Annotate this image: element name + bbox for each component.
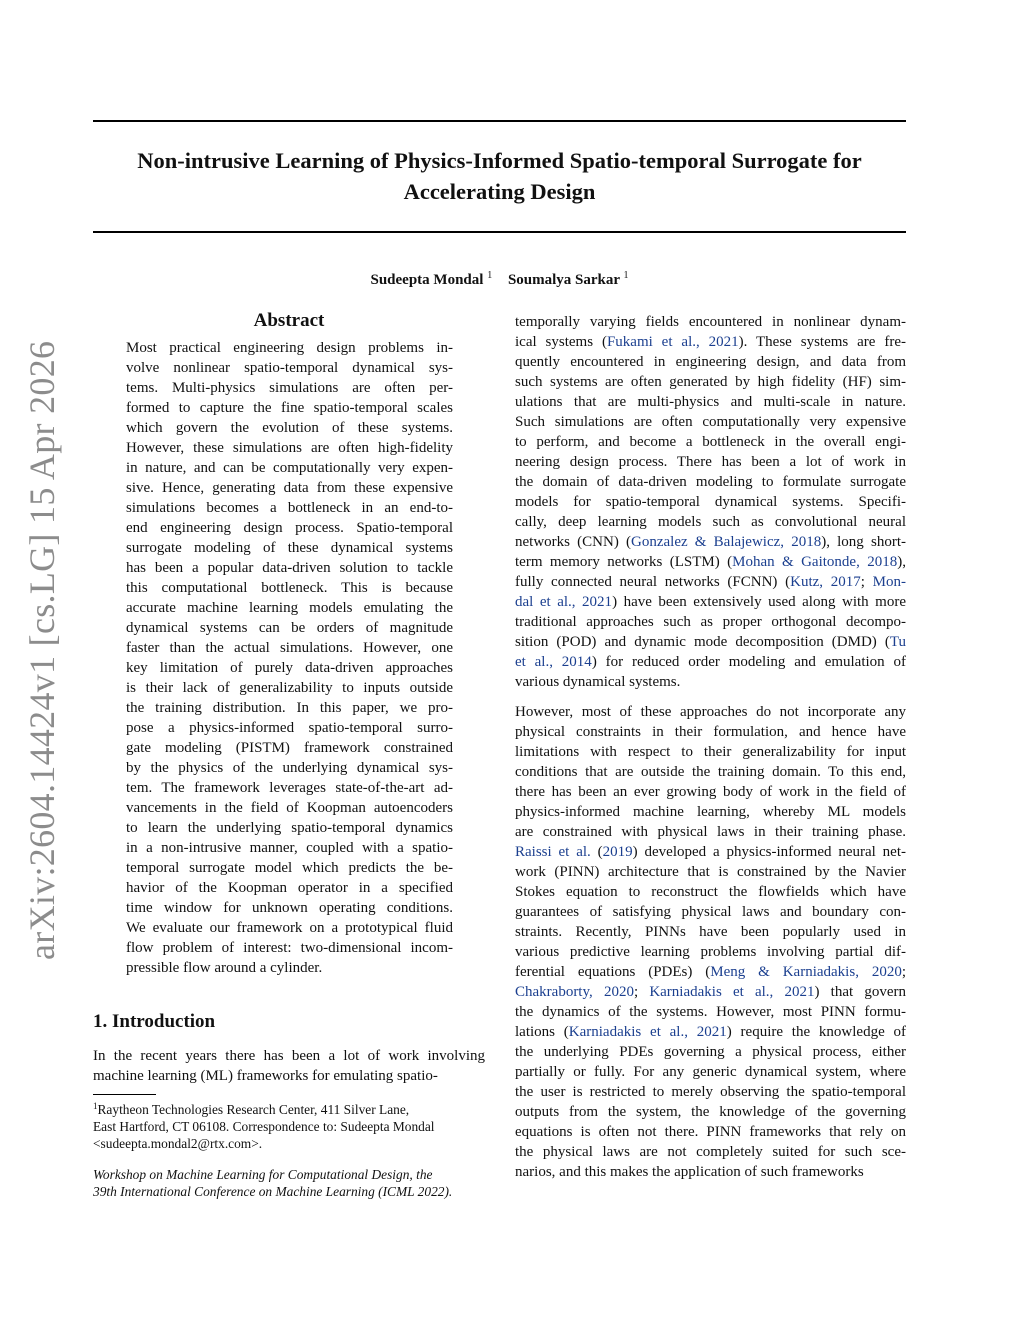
text-segment: lations ( [515,1024,569,1040]
text-segment: work (PINN) architecture that is constrained by the Navier [515,864,906,880]
text-segment: ) that govern [814,984,907,1000]
text-segment: guarantees of satisfying physical laws and boundary con- [515,904,906,920]
text-segment: various predictive learning problems involving partial dif- [515,944,906,960]
text-line: to learn the underlying spatio-temporal dynamics [126,820,453,836]
text-segment: Stokes equation to reconstruct the flowfields which have [515,884,906,900]
text-line [515,862,906,882]
text-line [515,592,906,612]
text-segment: ; [633,984,650,1000]
text-segment: traditional approaches such as proper orthogonal decompo- [515,614,906,630]
text-line [515,1142,906,1162]
text-line [515,632,906,652]
citation-link[interactable]: Raissi et al. [515,844,591,860]
text-line: simulations becomes a bottleneck in an end-to- [126,500,453,516]
text-line [515,702,906,722]
text-line: has been a popular data-driven solution to tackle [126,560,453,576]
text-segment: ). These systems are fre- [738,334,906,350]
text-line [515,312,906,332]
text-line [515,962,906,982]
footnote-rule [93,1094,156,1095]
citation-link[interactable]: Kutz, 2017 [790,574,861,590]
introduction-body [93,1046,485,1086]
text-segment: such systems are often generated by high fidelity (HF) sim- [515,374,906,390]
text-line [515,672,906,692]
text-line [515,412,906,432]
text-segment: to perform, and become a bottleneck in the overall engi- [515,434,906,450]
text-segment: equations is often not there. PINN frameworks that rely on [515,1124,906,1140]
text-line [515,392,906,412]
citation-link[interactable]: Tu [889,634,906,650]
text-segment: ical systems ( [515,334,607,350]
text-line [515,762,906,782]
workshop-line: Workshop on Machine Learning for Computational Design, the [93,1167,433,1182]
text-line: faster than the actual simulations. However, one [126,640,453,656]
text-line [515,1102,906,1122]
text-segment: However, most of these approaches do not incorporate any [515,704,906,720]
text-line [515,722,906,742]
footnote-line: East Hartford, CT 06108. Correspondence to: Sudeepta Mondal [93,1119,435,1134]
text-line: in nature, and can be computationally very expen- [126,460,453,476]
text-segment: there has been an ever growing body of work in the field of [515,784,906,800]
text-segment: are constrained with physical laws in their training phase. [515,824,906,840]
text-segment: Such simulations are often computationally very expensive [515,414,906,430]
citation-link[interactable]: Mohan & Gaitonde, 2018 [732,554,898,570]
text-segment: the domain of data-driven modeling to formulate surrogate [515,474,906,490]
text-segment: term memory networks (LSTM) ( [515,554,733,570]
text-line [515,822,906,842]
text-line: pressible flow around a cylinder. [126,960,323,976]
text-line: temporal surrogate model which predicts the be- [126,860,453,876]
text-line [515,1122,906,1142]
text-segment: partially or fully. For any generic dynamical system, where [515,1064,906,1080]
text-segment: quently encountered in engineering design, and data from [515,354,906,370]
text-line [515,472,906,492]
text-segment: ), long short- [821,534,906,550]
text-line: gate modeling (PISTM) framework constrained [126,740,453,756]
title-rule-bottom [93,231,906,233]
text-line [515,1022,906,1042]
section-heading-introduction: 1. Introduction [93,1011,216,1032]
text-line: formed to capture the fine spatio-temporal scales [126,400,453,416]
text-line [515,572,906,592]
text-line [515,982,906,1002]
text-line: is their lack of generalizability to inputs outside [126,680,453,696]
citation-link[interactable]: dal et al., 2021 [515,594,613,610]
text-line [515,652,906,672]
abstract-heading: Abstract [253,310,325,331]
text-segment: ; [860,574,873,590]
text-segment: ( [590,844,603,860]
text-segment: physical constraints in their formulation, and hence have [515,724,906,740]
citation-link[interactable]: Karniadakis et al., 2021 [649,984,815,1000]
footnote-line: <sudeepta.mondal2@rtx.com>. [93,1136,263,1151]
text-segment: ferential equations (PDEs) ( [515,964,711,980]
text-segment: temporally varying fields encountered in nonlinear dynam- [515,314,906,330]
text-segment: physics-informed machine learning, whereby ML models [515,804,906,820]
citation-link[interactable]: Karniadakis et al., 2021 [568,1024,727,1040]
paper-title [93,145,906,207]
text-line [515,1002,906,1022]
text-segment: neering design process. There has been a lot of work in [515,454,906,470]
citation-link[interactable]: Mon- [872,574,906,590]
text-line [515,332,906,352]
text-line: machine learning (ML) frameworks for emulating spatio- [93,1068,438,1084]
text-segment: the user is restricted to merely observing the spatio-temporal [515,1084,906,1100]
text-segment: ) developed a physics-informed neural net- [632,844,907,860]
text-line [515,942,906,962]
text-segment: ) for reduced order modeling and emulation of [591,654,906,670]
text-line: accurate machine learning models emulating the [126,600,453,616]
text-line: pose a physics-informed spatio-temporal surro- [126,720,453,736]
text-segment: the underlying PDEs governing a physical process, either [515,1044,906,1060]
title-line: Accelerating Design [403,179,596,204]
text-line [515,1162,906,1182]
text-line: by the physics of the underlying dynamical sys- [126,760,453,776]
text-segment: ), [897,554,906,570]
citation-link[interactable]: Gonzalez & Balajewicz, 2018 [631,534,822,550]
abstract-body [126,338,453,978]
text-line [515,532,906,552]
text-line: time window for unknown operating conditions. [126,900,453,916]
intro-paragraph-continued [515,312,906,692]
text-segment: networks (CNN) ( [515,534,631,550]
text-segment: the physical laws are not completely suited for such sce- [515,1144,906,1160]
title-line: Non-intrusive Learning of Physics-Informed Spatio-temporal Surrogate for [137,148,862,173]
author-affiliation: 1 [623,270,629,281]
text-line: the training distribution. In this paper, we pro- [126,700,453,716]
footnote-text: Raytheon Technologies Research Center, 411 Silver Lane, [97,1102,410,1117]
text-line [515,782,906,802]
text-line [515,432,906,452]
text-segment: various dynamical systems. [515,674,681,690]
text-line: However, these simulations are often high-fidelity [126,440,453,456]
text-segment: limitations with respect to their generalizability for input [515,744,906,760]
text-segment: sition (POD) and dynamic mode decomposition (DMD) ( [515,634,890,650]
author-name: Sudeepta Mondal [370,272,484,288]
text-line [515,512,906,532]
text-line [515,1082,906,1102]
citation-link[interactable]: et al., 2014 [515,654,592,670]
text-segment: outputs from the system, the knowledge of the governing [515,1104,906,1120]
text-line [515,552,906,572]
text-line [515,492,906,512]
citation-link[interactable]: Fukami et al., 2021 [606,334,739,350]
text-line: In the recent years there has been a lot of work involving [93,1048,485,1064]
text-line [515,612,906,632]
text-line: Most practical engineering design problems in- [126,340,453,356]
workshop-line: 39th International Conference on Machine Learning (ICML 2022). [93,1184,453,1199]
text-line [515,1042,906,1062]
citation-link[interactable]: 2019 [602,844,633,860]
text-segment: models for spatio-temporal dynamical systems. Specifi- [515,494,906,510]
text-line [515,922,906,942]
text-line: flow problem of interest: two-dimensional incom- [126,940,453,956]
author-affiliation: 1 [487,270,493,281]
text-line [515,452,906,472]
affiliation-footnote [93,1098,485,1152]
text-line: end engineering design process. Spatio-temporal [126,520,453,536]
text-line [515,802,906,822]
citation-link[interactable]: Chakraborty, 2020 [515,984,634,1000]
text-segment: ; [901,964,906,980]
text-line [515,352,906,372]
author [370,272,492,288]
arxiv-identifier-stamp: arXiv:2604.14424v1 [cs.LG] 15 Apr 2026 [22,340,62,960]
intro-paragraph-2 [515,702,906,1182]
text-line: dynamical systems can be orders of magnitude [126,620,453,636]
text-line [515,842,906,862]
workshop-note [93,1166,485,1200]
footnote-line [93,1098,485,1118]
citation-link[interactable]: Meng & Karniadakis, 2020 [710,964,902,980]
text-line: sive. Hence, generating data from these expensive [126,480,453,496]
text-segment: ulations that are multi-physics and multi-scale in nature. [515,394,906,410]
text-line [515,372,906,392]
text-line [515,1062,906,1082]
author-list [93,266,906,290]
text-line: in a non-intrusive manner, coupled with a spatio- [126,840,453,856]
text-line: We evaluate our framework on a prototypical fluid [126,920,453,936]
text-line: surrogate modeling of these dynamical systems [126,540,453,556]
text-line: key limitation of purely data-driven approaches [126,660,453,676]
text-line: havior of the Koopman operator in a specified [126,880,453,896]
text-line [515,882,906,902]
text-segment: the dynamics of the systems. However, most PINN formu- [515,1004,906,1020]
text-line [515,902,906,922]
text-segment: cally, deep learning models such as convolutional neural [515,514,906,530]
text-segment: ) require the knowledge of [726,1024,907,1040]
text-segment: narios, and this makes the application of such frameworks [515,1164,864,1180]
text-segment: fully connected neural networks (FCNN) ( [515,574,791,590]
text-line: volve nonlinear spatio-temporal dynamical sys- [126,360,453,376]
author-name: Soumalya Sarkar [507,272,620,288]
text-line: tems. Multi-physics simulations are often per- [126,380,453,396]
text-line [515,742,906,762]
text-line: which govern the evolution of these systems. [126,420,453,436]
text-segment: straints. Recently, PINNs have been popularly used in [515,924,906,940]
footnote-marker: 1 [93,1101,98,1111]
title-rule-top [93,120,906,122]
text-segment: conditions that are outside the training domain. To this end, [515,764,906,780]
text-line: tem. The framework leverages state-of-the-art ad- [126,780,453,796]
text-line: vancements in the field of Koopman autoencoders [126,800,453,816]
text-line: this computational bottleneck. This is because [126,580,453,596]
text-segment: ) have been extensively used along with more [612,594,906,610]
author [508,272,629,288]
